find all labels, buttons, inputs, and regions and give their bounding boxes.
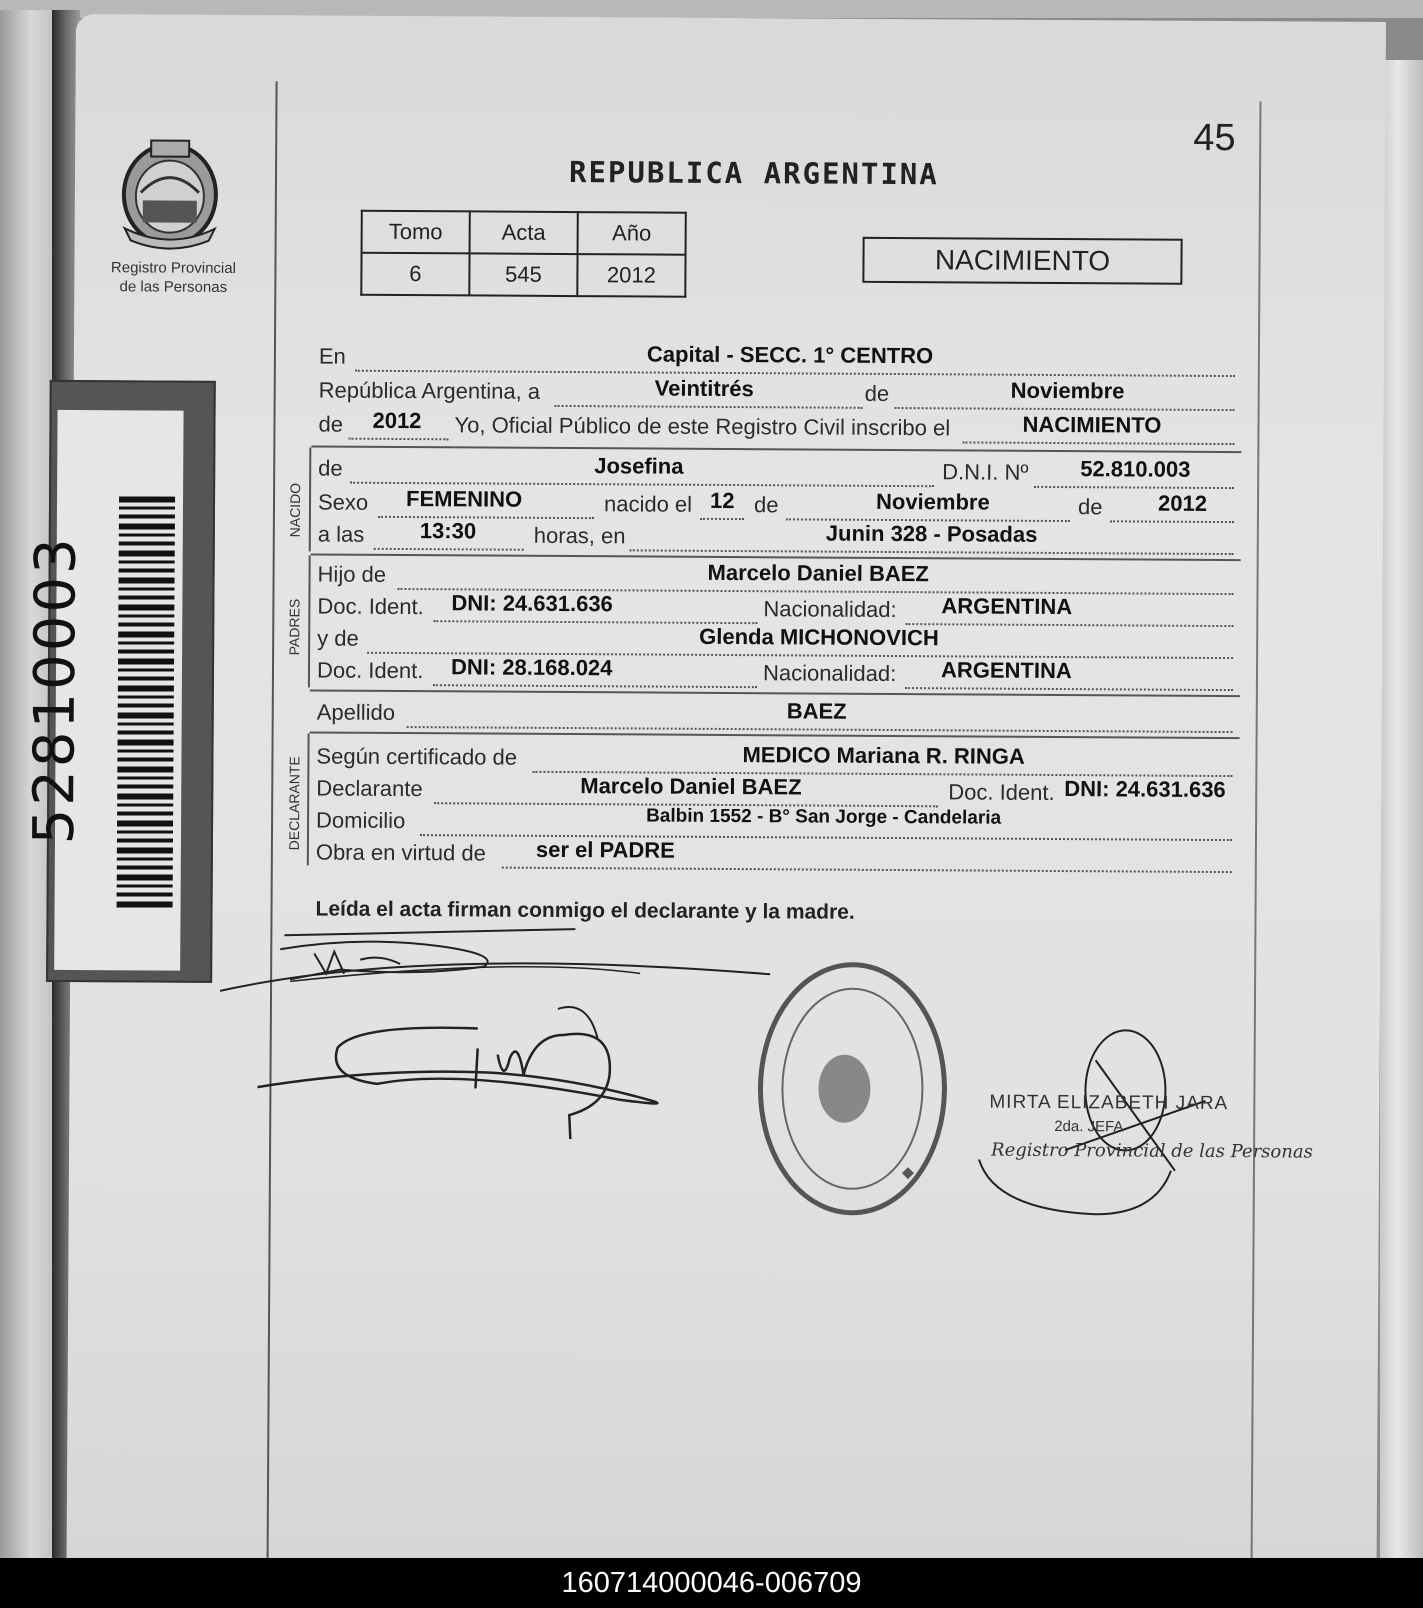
dotted-line <box>962 441 1234 445</box>
dotted-line <box>895 407 1235 411</box>
nacionalidad-label: Nacionalidad: <box>763 596 897 623</box>
certificate-page <box>21 14 1386 1558</box>
right-margin-line <box>1251 101 1262 1558</box>
sexo-label: Sexo <box>317 489 369 515</box>
tomo-value: 6 <box>361 253 469 296</box>
row-mother-doc <box>316 654 1237 693</box>
country-heading: REPUBLICA ARGENTINA <box>568 155 939 192</box>
child-name: Josefina <box>594 453 684 479</box>
row-apellido <box>317 699 1237 735</box>
row-hora <box>317 518 1238 557</box>
day-value: Veintitrés <box>654 375 754 402</box>
father-nationality: ARGENTINA <box>941 593 1073 620</box>
barcode-label <box>21 380 216 983</box>
padres-section-label: PADRES <box>286 598 303 656</box>
tomo-header: Tomo <box>362 211 470 254</box>
father-doc: DNI: 24.631.636 <box>451 590 613 617</box>
nacionalidad-label: Nacionalidad: <box>762 660 897 687</box>
de-label: de <box>318 455 343 481</box>
mother-doc: DNI: 28.168.024 <box>450 654 613 681</box>
row-en <box>319 343 1239 379</box>
horas-en-label: horas, en <box>533 522 626 549</box>
certificado-value: MEDICO Mariana R. RINGA <box>742 742 1025 769</box>
ano-value: 2012 <box>577 254 685 297</box>
birth-place: Junin 328 - Posadas <box>825 520 1038 547</box>
barcode-inner <box>21 410 183 971</box>
year-value: 2012 <box>372 407 422 434</box>
place-value: Capital - SECC. 1° CENTRO <box>646 341 934 369</box>
nacido-bar <box>309 447 312 551</box>
acta-header: Acta <box>470 211 578 254</box>
declarante-section-label: DECLARANTE <box>285 756 303 851</box>
child-dni: 52.810.003 <box>1080 456 1191 482</box>
de-label: de <box>753 492 779 518</box>
section-rule <box>311 445 1241 453</box>
dotted-line <box>1110 520 1234 523</box>
obra-label: Obra en virtud de <box>315 839 486 866</box>
mother-name: Glenda MICHONOVICH <box>699 623 939 651</box>
right-page-edge <box>1380 60 1423 1558</box>
doc-ident-label: Doc. Ident. <box>948 779 1055 805</box>
father-name: Marcelo Daniel BAEZ <box>707 559 929 587</box>
certificado-label: Según certificado de <box>316 743 518 770</box>
dotted-line <box>905 623 1233 627</box>
row-domicilio <box>316 807 1236 843</box>
birth-year: 2012 <box>1157 490 1208 516</box>
obra-value: ser el PADRE <box>535 836 675 863</box>
dotted-line <box>555 405 863 409</box>
margin-line <box>267 81 278 1558</box>
closing-statement: Leída el acta firman conmigo el declarante y la madre. <box>315 897 855 924</box>
official-name: MIRTA ELIZABETH JARA <box>989 1091 1229 1115</box>
barcode-bars <box>117 496 176 910</box>
row-obra <box>315 836 1236 875</box>
en-label: En <box>318 343 346 369</box>
nacido-el-label: nacido el <box>603 491 693 517</box>
domicilio-label: Domicilio <box>316 807 406 834</box>
dotted-line <box>700 518 744 520</box>
birth-month: Noviembre <box>875 488 990 515</box>
record-type-box: NACIMIENTO <box>862 237 1182 285</box>
official-role: 2da. JEFA <box>1054 1117 1124 1136</box>
dotted-line <box>355 370 1235 377</box>
event-value: NACIMIENTO <box>1022 411 1162 438</box>
registry-logo-caption <box>88 258 258 297</box>
a-las-label: a las <box>317 521 365 547</box>
apellido-label: Apellido <box>316 699 396 725</box>
republica-label: República Argentina, a <box>318 377 541 404</box>
y-de-label: y de <box>317 625 359 651</box>
barcode-number: 52810003 <box>21 535 89 845</box>
domicilio-value: Balbin 1552 - B° San Jorge - Candelaria <box>646 805 1002 829</box>
row-statement <box>318 407 1238 447</box>
registry-table-value-row <box>361 253 685 297</box>
mother-nationality: ARGENTINA <box>940 657 1072 684</box>
declarante-value: Marcelo Daniel BAEZ <box>580 773 802 800</box>
image-caption: 160714000046-006709 <box>0 1558 1423 1608</box>
dotted-line <box>348 438 448 441</box>
birth-time: 13:30 <box>419 518 477 544</box>
apellido-value: BAEZ <box>786 698 847 724</box>
padres-bar <box>308 555 311 687</box>
dotted-line <box>378 516 594 519</box>
birth-day: 12 <box>709 487 735 514</box>
dotted-line <box>374 548 524 551</box>
month-value: Noviembre <box>1010 377 1125 404</box>
row-date <box>319 377 1239 413</box>
declarante-signature-icon <box>257 987 678 1140</box>
logo-caption-line2: de las Personas <box>119 278 228 296</box>
de-label: de <box>864 380 890 406</box>
acta-value: 545 <box>469 253 577 296</box>
misiones-seal-icon <box>111 132 230 251</box>
registry-table <box>360 210 687 298</box>
statement-text: Yo, Oficial Público de este Registro Civil inscribo el <box>454 412 951 441</box>
hijo-de-label: Hijo de <box>317 561 387 587</box>
official-office: Registro Provincial de las Personas <box>991 1139 1313 1163</box>
dotted-line <box>905 687 1233 691</box>
declarante-doc: DNI: 24.631.636 <box>1064 776 1226 803</box>
de-label: de <box>318 411 344 437</box>
dotted-line <box>630 549 1234 555</box>
declarante-label: Declarante <box>316 775 423 802</box>
doc-ident-label: Doc. Ident. <box>317 593 424 620</box>
page-number: 45 <box>1193 116 1236 160</box>
official-stamp-icon <box>752 958 954 1219</box>
sexo-value: FEMENINO <box>405 486 523 512</box>
logo-caption-line1: Registro Provincial <box>110 259 237 277</box>
ano-header: Año <box>578 212 686 255</box>
doc-ident-label: Doc. Ident. <box>316 657 424 684</box>
dni-label: D.N.I. Nº <box>942 459 1029 485</box>
nacido-section-label: NACIDO <box>286 482 304 538</box>
dotted-line <box>433 684 757 688</box>
registry-table-header-row <box>362 211 686 255</box>
declarante-bar <box>307 733 310 865</box>
dotted-line <box>502 867 1232 873</box>
dotted-line <box>1034 486 1234 489</box>
de-label: de <box>1077 494 1103 520</box>
